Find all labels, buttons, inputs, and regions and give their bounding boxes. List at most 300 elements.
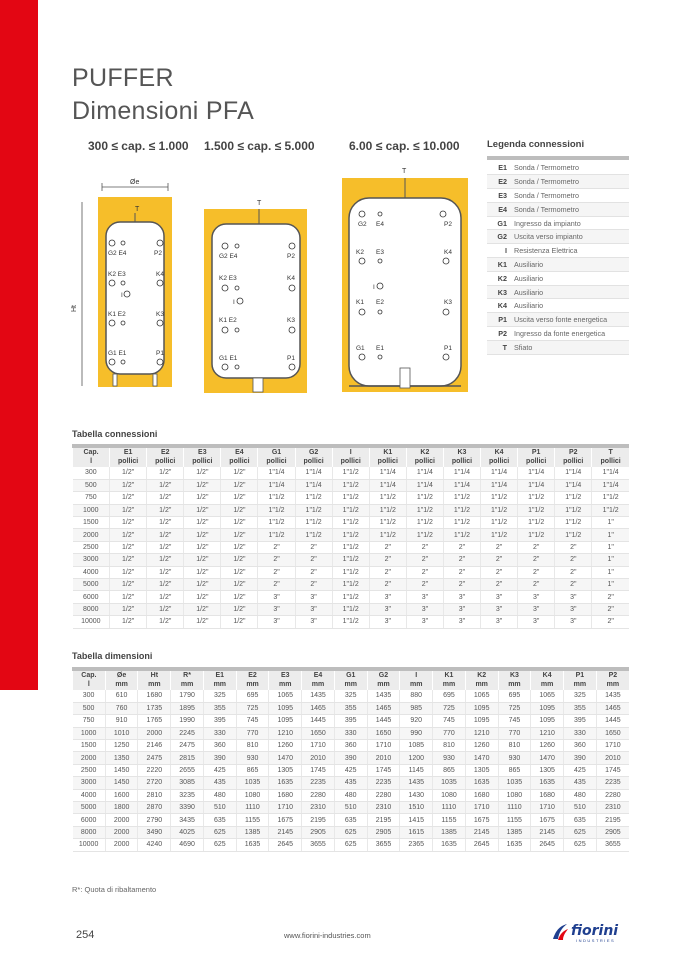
page-subtitle: Dimensioni PFA [72, 97, 255, 125]
dimensions-cell: 2905 [302, 826, 335, 838]
connections-cell: 1"1/4 [518, 479, 555, 491]
connections-cell: 1/2" [147, 566, 184, 578]
connections-cell: 1"1/4 [443, 467, 480, 479]
dimensions-cell: 810 [433, 740, 466, 752]
connections-cell: 1/2" [147, 492, 184, 504]
dimensions-cell: 1035 [433, 777, 466, 789]
legend-code: P1 [487, 313, 511, 327]
connections-cell: 1" [592, 541, 629, 553]
connections-cell: 1"1/2 [295, 504, 332, 516]
dimensions-header-cell: E4 mm [302, 669, 335, 690]
connections-cell: 1"1/2 [592, 504, 629, 516]
connections-cell: 1/2" [221, 591, 258, 603]
legend-code: K4 [487, 299, 511, 313]
svg-text:K1 E2: K1 E2 [219, 317, 237, 324]
dimensions-row [73, 839, 630, 851]
dimensions-header-cell: E3 mm [269, 669, 302, 690]
connections-cell: 1"1/2 [258, 492, 295, 504]
dimensions-cell: 625 [334, 839, 367, 851]
dimensions-cell: 480 [334, 789, 367, 801]
dimensions-cell: 2000 [138, 727, 171, 739]
dimensions-cell: 1155 [498, 814, 531, 826]
connections-cell: 1/2" [221, 554, 258, 566]
dimensions-cell: 2815 [171, 752, 204, 764]
dimensions-cell: 1000 [73, 727, 106, 739]
connections-cell: 1"1/2 [406, 517, 443, 529]
connections-cell: 2" [258, 541, 295, 553]
dimensions-cell: 395 [334, 715, 367, 727]
dimensions-cell: 390 [334, 752, 367, 764]
connections-cell: 1/2" [184, 591, 221, 603]
dimensions-cell: 2145 [269, 826, 302, 838]
dimensions-cell: 330 [334, 727, 367, 739]
legend-code: K2 [487, 271, 511, 285]
dimensions-cell: 435 [564, 777, 597, 789]
dimensions-cell: 1675 [269, 814, 302, 826]
connections-cell: 3" [481, 591, 518, 603]
dimensions-cell: 635 [334, 814, 367, 826]
legend-label: Sonda / Termometro [511, 202, 629, 216]
svg-text:K4: K4 [287, 275, 295, 282]
connections-cell: 2" [295, 566, 332, 578]
connections-cell: 1"1/2 [332, 541, 369, 553]
svg-text:G2: G2 [358, 221, 367, 228]
connections-cell: 2" [555, 579, 592, 591]
connections-cell: 1/2" [110, 579, 147, 591]
connections-cell: 2" [295, 541, 332, 553]
dimensions-cell: 3655 [367, 839, 400, 851]
connections-header-cell: G2 pollici [295, 446, 332, 467]
dimensions-header-cell: R* mm [171, 669, 204, 690]
dimensions-cell: 1200 [400, 752, 433, 764]
dimensions-cell: 1465 [367, 702, 400, 714]
dimensions-cell: 4690 [171, 839, 204, 851]
svg-text:K3: K3 [444, 299, 452, 306]
dimensions-cell: 1035 [498, 777, 531, 789]
dimensions-cell: 1680 [465, 789, 498, 801]
connections-cell: 1"1/2 [555, 504, 592, 516]
dimensions-cell: 10000 [73, 839, 106, 851]
connections-cell: 3" [518, 616, 555, 628]
dimensions-cell: 355 [334, 702, 367, 714]
connections-cell: 1"1/2 [295, 529, 332, 541]
dimensions-cell: 1745 [302, 764, 335, 776]
dimensions-cell: 6000 [73, 814, 106, 826]
dimensions-cell: 1800 [105, 802, 138, 814]
connections-cell: 3" [295, 591, 332, 603]
connections-cell: 2" [369, 566, 406, 578]
connections-cell: 1"1/2 [555, 492, 592, 504]
dimensions-cell: 390 [203, 752, 236, 764]
dimensions-cell: 1350 [105, 752, 138, 764]
connections-cell: 1/2" [221, 529, 258, 541]
connections-cell: 1"1/4 [369, 479, 406, 491]
dimensions-cell: 2195 [596, 814, 629, 826]
connections-header-cell: K4 pollici [481, 446, 518, 467]
legend-code: E2 [487, 175, 511, 189]
dimensions-cell: 930 [433, 752, 466, 764]
dimensions-cell: 1635 [498, 839, 531, 851]
dimensions-cell: 1065 [465, 690, 498, 702]
dimensions-cell: 1155 [433, 814, 466, 826]
connections-cell: 1"1/2 [369, 517, 406, 529]
connections-cell: 1/2" [147, 603, 184, 615]
svg-text:P1: P1 [287, 355, 295, 362]
connections-cell: 3" [443, 603, 480, 615]
dimensions-cell: 880 [400, 690, 433, 702]
dimensions-cell: 2000 [105, 826, 138, 838]
dimensions-row [73, 715, 630, 727]
connections-row [73, 554, 630, 566]
connections-cell: 2" [555, 566, 592, 578]
dimensions-cell: 1710 [531, 802, 564, 814]
connections-cell: 1/2" [221, 541, 258, 553]
dimensions-cell: 510 [334, 802, 367, 814]
connections-header-cell: P1 pollici [518, 446, 555, 467]
dimensions-cell: 1710 [596, 740, 629, 752]
connections-header-cell: K1 pollici [369, 446, 406, 467]
svg-text:E1: E1 [376, 345, 384, 352]
connections-cell: 1"1/4 [406, 479, 443, 491]
dimensions-cell: 360 [564, 740, 597, 752]
dimensions-cell: 3655 [596, 839, 629, 851]
dimensions-cell: 810 [498, 740, 531, 752]
legend-code: I [487, 244, 511, 258]
dimensions-cell: 745 [236, 715, 269, 727]
dimensions-cell: 1110 [498, 802, 531, 814]
connections-cell: 1/2" [184, 504, 221, 516]
connections-cell: 3" [258, 591, 295, 603]
dimensions-cell: 395 [203, 715, 236, 727]
connections-row [73, 579, 630, 591]
dimensions-cell: 1450 [105, 777, 138, 789]
connections-cell: 5000 [73, 579, 110, 591]
dimensions-cell: 3390 [171, 802, 204, 814]
connections-cell: 3" [406, 603, 443, 615]
connections-cell: 500 [73, 479, 110, 491]
connections-header-cell: E4 pollici [221, 446, 258, 467]
connections-cell: 2" [258, 579, 295, 591]
svg-text:P2: P2 [154, 250, 162, 257]
dimensions-cell: 1895 [171, 702, 204, 714]
dimensions-cell: 1735 [138, 702, 171, 714]
connections-cell: 1500 [73, 517, 110, 529]
svg-text:G2 E4: G2 E4 [219, 253, 238, 260]
dimensions-cell: 2245 [171, 727, 204, 739]
connections-cell: 2" [592, 616, 629, 628]
connections-cell: 2" [295, 554, 332, 566]
connections-cell: 1"1/2 [406, 529, 443, 541]
dimensions-cell: 1465 [302, 702, 335, 714]
dimensions-cell: 2720 [138, 777, 171, 789]
dimensions-cell: 325 [334, 690, 367, 702]
dimensions-cell: 1260 [465, 740, 498, 752]
dimensions-row [73, 764, 630, 776]
dimensions-cell: 1095 [465, 702, 498, 714]
dimensions-cell: 635 [203, 814, 236, 826]
dimensions-cell: 2475 [138, 752, 171, 764]
dimensions-cell: 1145 [400, 764, 433, 776]
dimensions-cell: 1680 [531, 789, 564, 801]
connections-cell: 1"1/4 [369, 467, 406, 479]
dimensions-cell: 1385 [498, 826, 531, 838]
dimensions-cell: 625 [334, 826, 367, 838]
legend-row [487, 258, 629, 272]
connections-header-cell: G1 pollici [258, 446, 295, 467]
legend-label: Ingresso da fonte energetica [511, 327, 629, 341]
svg-text:P1: P1 [444, 345, 452, 352]
connections-cell: 2" [555, 554, 592, 566]
legend-code: E3 [487, 189, 511, 203]
connections-row [73, 479, 630, 491]
dimensions-cell: 4025 [171, 826, 204, 838]
dimensions-cell: 695 [433, 690, 466, 702]
dimensions-cell: 2195 [367, 814, 400, 826]
dimensions-header-cell: Cap. l [73, 669, 106, 690]
connections-cell: 1"1/2 [332, 616, 369, 628]
dimensions-cell: 1635 [236, 839, 269, 851]
connections-cell: 1"1/2 [481, 529, 518, 541]
dimensions-cell: 330 [203, 727, 236, 739]
connections-cell: 2" [443, 541, 480, 553]
tank-small-diagram [71, 179, 172, 387]
dimensions-cell: 1650 [367, 727, 400, 739]
connections-cell: 300 [73, 467, 110, 479]
connections-cell: 1/2" [221, 579, 258, 591]
connections-cell: 1/2" [110, 467, 147, 479]
dimensions-cell: 2146 [138, 740, 171, 752]
legend-label: Ausiliario [511, 299, 629, 313]
connections-cell: 1/2" [184, 467, 221, 479]
connections-cell: 2" [406, 554, 443, 566]
dimensions-cell: 1650 [302, 727, 335, 739]
legend-row [487, 271, 629, 285]
connections-cell: 1"1/2 [518, 504, 555, 516]
dimensions-header-cell: K1 mm [433, 669, 466, 690]
dimensions-cell: 1385 [433, 826, 466, 838]
connections-cell: 1/2" [147, 554, 184, 566]
dimensions-cell: 1710 [367, 740, 400, 752]
connections-cell: 1"1/2 [443, 492, 480, 504]
dimensions-row [73, 826, 630, 838]
dimensions-cell: 4240 [138, 839, 171, 851]
connections-cell: 1/2" [184, 492, 221, 504]
connections-cell: 3" [369, 603, 406, 615]
dimensions-cell: 1710 [302, 740, 335, 752]
dimensions-cell: 695 [236, 690, 269, 702]
dimensions-cell: 625 [203, 839, 236, 851]
dimensions-cell: 2310 [302, 802, 335, 814]
connections-cell: 1/2" [147, 467, 184, 479]
dimensions-cell: 865 [236, 764, 269, 776]
dimensions-cell: 770 [498, 727, 531, 739]
dimensions-row [73, 727, 630, 739]
dimensions-cell: 1010 [105, 727, 138, 739]
connections-cell: 1"1/2 [295, 492, 332, 504]
connections-cell: 1"1/4 [258, 467, 295, 479]
connections-cell: 1" [592, 517, 629, 529]
connections-cell: 3" [258, 616, 295, 628]
page-title: PUFFER [72, 64, 174, 92]
dimensions-cell: 2195 [302, 814, 335, 826]
legend-label: Sonda / Termometro [511, 189, 629, 203]
connections-cell: 1/2" [147, 517, 184, 529]
connections-cell: 1"1/4 [443, 479, 480, 491]
dimensions-cell: 1615 [400, 826, 433, 838]
dimensions-cell: 1095 [531, 715, 564, 727]
dimensions-cell: 3000 [73, 777, 106, 789]
connections-cell: 1"1/2 [518, 492, 555, 504]
connections-table-title: Tabella connessioni [72, 429, 158, 439]
legend-row [487, 327, 629, 341]
connections-cell: 1"1/2 [332, 579, 369, 591]
dimensions-cell: 1435 [302, 690, 335, 702]
svg-text:K3: K3 [156, 311, 164, 318]
svg-text:E3: E3 [376, 249, 384, 256]
svg-text:K4: K4 [156, 271, 164, 278]
svg-text:I: I [233, 299, 235, 306]
connections-cell: 1"1/4 [295, 467, 332, 479]
connections-cell: 2" [369, 541, 406, 553]
connections-cell: 1"1/2 [258, 529, 295, 541]
legend-label: Sfiato [511, 340, 629, 354]
connections-cell: 2" [406, 541, 443, 553]
connections-cell: 1"1/4 [592, 467, 629, 479]
dimensions-cell: 2280 [302, 789, 335, 801]
dimensions-cell: 745 [498, 715, 531, 727]
legend-row [487, 189, 629, 203]
svg-text:G1 E1: G1 E1 [219, 355, 238, 362]
connections-cell: 1"1/2 [332, 504, 369, 516]
dimensions-cell: 745 [433, 715, 466, 727]
legend-title: Legenda connessioni [487, 139, 585, 150]
dimensions-cell: 1600 [105, 789, 138, 801]
connections-cell: 2" [406, 566, 443, 578]
connections-cell: 1/2" [110, 566, 147, 578]
connections-cell: 1" [592, 579, 629, 591]
connections-cell: 1/2" [221, 492, 258, 504]
dimensions-cell: 355 [564, 702, 597, 714]
svg-text:G1: G1 [356, 345, 365, 352]
dimensions-cell: 3655 [302, 839, 335, 851]
svg-text:I: I [373, 284, 375, 291]
legend-code: G1 [487, 216, 511, 230]
connections-cell: 1/2" [110, 479, 147, 491]
dimensions-table-title: Tabella dimensioni [72, 651, 153, 661]
dimensions-cell: 1445 [367, 715, 400, 727]
connections-cell: 1"1/2 [555, 529, 592, 541]
connections-cell: 1"1/4 [295, 479, 332, 491]
dimensions-cell: 1470 [531, 752, 564, 764]
dimensions-cell: 985 [400, 702, 433, 714]
connections-cell: 1"1/2 [369, 504, 406, 516]
dimensions-cell: 1470 [465, 752, 498, 764]
dimensions-cell: 2310 [367, 802, 400, 814]
dimensions-cell: 500 [73, 702, 106, 714]
dimensions-cell: 1990 [171, 715, 204, 727]
connections-cell: 1"1/2 [406, 504, 443, 516]
connections-cell: 2" [406, 579, 443, 591]
connections-cell: 1000 [73, 504, 110, 516]
connections-row [73, 492, 630, 504]
dimensions-header-cell: E1 mm [203, 669, 236, 690]
connections-cell: 3000 [73, 554, 110, 566]
connections-cell: 1"1/2 [332, 566, 369, 578]
legend-label: Uscita verso fonte energetica [511, 313, 629, 327]
dimensions-cell: 1435 [400, 777, 433, 789]
dimensions-cell: 425 [334, 764, 367, 776]
website-link[interactable]: www.fiorini-industries.com [284, 931, 371, 940]
logo-text: fiorini [571, 923, 619, 939]
dimensions-cell: 8000 [73, 826, 106, 838]
dimensions-cell: 1110 [236, 802, 269, 814]
dimensions-cell: 2365 [400, 839, 433, 851]
connections-cell: 2" [555, 541, 592, 553]
connections-row [73, 529, 630, 541]
dimensions-cell: 1710 [465, 802, 498, 814]
connections-cell: 3" [555, 591, 592, 603]
tank-large-diagram [342, 168, 468, 392]
connections-cell: 1"1/2 [332, 554, 369, 566]
dimensions-cell: 910 [105, 715, 138, 727]
connections-cell: 1/2" [221, 566, 258, 578]
legend-label: Resistenza Elettrica [511, 244, 629, 258]
dimensions-cell: 425 [203, 764, 236, 776]
connections-cell: 3" [369, 591, 406, 603]
logo-swirl-icon [550, 922, 570, 942]
connections-cell: 1/2" [184, 517, 221, 529]
dimensions-cell: 2645 [465, 839, 498, 851]
dimensions-cell: 435 [334, 777, 367, 789]
connections-cell: 750 [73, 492, 110, 504]
connections-cell: 1"1/2 [518, 517, 555, 529]
dimensions-cell: 1635 [433, 839, 466, 851]
connections-row [73, 541, 630, 553]
dimensions-row [73, 740, 630, 752]
dimensions-cell: 760 [105, 702, 138, 714]
dimensions-cell: 2790 [138, 814, 171, 826]
connections-cell: 1"1/2 [443, 517, 480, 529]
connections-cell: 8000 [73, 603, 110, 615]
connections-cell: 1/2" [184, 566, 221, 578]
dimensions-cell: 3490 [138, 826, 171, 838]
connections-cell: 3" [518, 603, 555, 615]
legend-row [487, 340, 629, 354]
dimensions-cell: 625 [564, 839, 597, 851]
dimensions-header-cell: G1 mm [334, 669, 367, 690]
connections-cell: 3" [295, 603, 332, 615]
svg-text:K2 E3: K2 E3 [108, 271, 126, 278]
connections-cell: 2000 [73, 529, 110, 541]
connections-cell: 2" [518, 541, 555, 553]
connections-cell: 1/2" [221, 504, 258, 516]
dimensions-cell: 2000 [105, 839, 138, 851]
connections-cell: 2" [481, 554, 518, 566]
dimensions-cell: 435 [203, 777, 236, 789]
dimensions-cell: 1435 [596, 690, 629, 702]
legend-code: T [487, 340, 511, 354]
legend-code: E1 [487, 161, 511, 175]
connections-header-cell: E3 pollici [184, 446, 221, 467]
dimensions-cell: 1450 [105, 764, 138, 776]
dimensions-cell: 390 [564, 752, 597, 764]
dimensions-cell: 725 [236, 702, 269, 714]
connections-cell: 1/2" [110, 616, 147, 628]
legend-code: G2 [487, 230, 511, 244]
dimensions-cell: 1385 [236, 826, 269, 838]
dimensions-cell: 770 [236, 727, 269, 739]
connections-cell: 2" [369, 554, 406, 566]
